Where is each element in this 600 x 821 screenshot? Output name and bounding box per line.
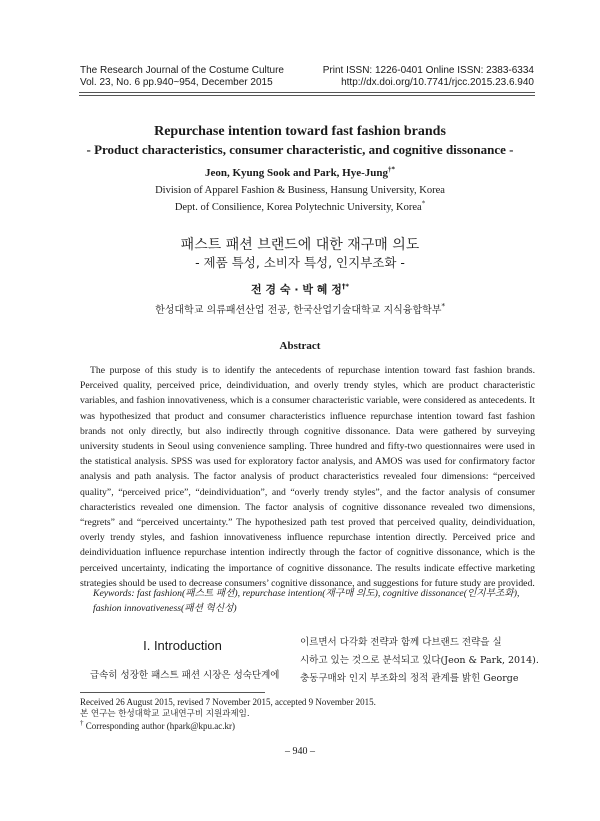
journal-name: The Research Journal of the Costume Culture [80, 65, 284, 76]
footnote-corresponding [80, 721, 235, 732]
footnote-funding: 본 연구는 한성대학교 교내연구비 지원과제임. [80, 709, 250, 719]
affiliation-english-2 [0, 199, 600, 213]
footnote-corresponding-mark: † [80, 719, 84, 727]
intro-right-line: 충동구매와 인지 부조화의 정적 관계를 밝힌 George [300, 673, 519, 684]
page-number: – 940 – [285, 746, 315, 757]
header-rule-top [79, 92, 535, 93]
authors-english-mark: †* [388, 165, 396, 174]
issn-header [323, 65, 534, 89]
authors-english [0, 167, 600, 179]
affiliation-korean [0, 301, 600, 316]
title-korean: 패스트 패션 브랜드에 대한 재구매 의도 [180, 237, 420, 253]
affiliation-korean-mark: * [441, 302, 445, 311]
footnote-corresponding-text: Corresponding author (hpark@kpu.ac.kr) [85, 721, 235, 731]
abstract-body: The purpose of this study is to identify the antecedents of repurchase intention toward fast fashion brands. Perceived quality, perceived price, deindividuation, and overly trendy styles, which are product characteristic variables, and fashion innovativeness, which is a consumer characteristic variable, were considered as antecedents. It was hypothesized that product and consumer characteristics influence repurchase intention toward fast fashion brands not only directly, but also indirectly through cognitive dissonance. Data were gathered by surveying university students in Seoul using convenience sampling. Three hundred and fifty-two questionnaires were used in the statistical analysis. SPSS was used for exploratory factor analysis, and AMOS was used for confirmatory factor analysis and path analysis. The factor analysis of product characteristics revealed four dimensions: “perceived quality”, “perceived price”, “deindividuation”, and “overly trendy styles”, and the factor analysis of consumer characteristics revealed one dimension. The factor analysis of cognitive dissonance revealed two dimensions, “regrets” and “perceived uncertainty.” The hypothesized path test proved that perceived quality, deindividuation, overly trendy styles, and fashion innovativeness influence repurchase intention directly. Perceived price and deindividuation influence repurchase intention indirectly through the factor of cognitive dissonance, which is the perceived uncertainty, indicating the importance of cognitive dissonance. The results indicate effective marketing strategies should be used to decrease consumers’ cognitive dissonance, and suggestions for future study are provided. [80, 365, 535, 589]
affiliation-english-2-text: Dept. of Consilience, Korea Polytechnic University, Korea [174, 202, 422, 213]
doi-link[interactable]: http://dx.doi.org/10.7741/rjcc.2015.23.6.940 [341, 77, 534, 88]
subtitle-english: - Product characteristics, consumer characteristic, and cognitive dissonance - [86, 142, 514, 157]
abstract-heading: Abstract [279, 340, 321, 352]
affiliation-english-1: Division of Apparel Fashion & Business, Hansung University, Korea [155, 185, 445, 196]
subtitle-korean: - 제품 특성, 소비자 특성, 인지부조화 - [195, 255, 405, 270]
journal-header [80, 65, 284, 89]
keywords [93, 586, 533, 616]
intro-right-line: 시하고 있는 것으로 분석되고 있다(Jeon & Park, 2014). [300, 655, 539, 666]
section-heading-introduction: I. Introduction [143, 638, 222, 653]
intro-right-line: 이르면서 다각화 전략과 함께 다브랜드 전략을 실 [300, 637, 502, 648]
keywords-list: fast fashion(패스트 패션), repurchase intention(재구매 의도), cognitive dissonance(인지부조화), fashion innovativeness(패션 혁신성) [93, 588, 520, 614]
authors-korean-mark: †* [341, 282, 350, 291]
footnote-received: Received 26 August 2015, revised 7 November 2015, accepted 9 November 2015. [80, 697, 376, 707]
authors-korean-names: 전 경 숙 · 박 혜 정 [250, 283, 342, 296]
intro-right-column [300, 634, 539, 688]
issn-text: Print ISSN: 1226-0401 Online ISSN: 2383-6334 [322, 65, 534, 76]
header-rule-bottom [79, 95, 535, 96]
keywords-label: Keywords: [93, 588, 135, 599]
title-english: Repurchase intention toward fast fashion brands [154, 124, 446, 139]
authors-english-names: Jeon, Kyung Sook and Park, Hye-Jung [204, 167, 389, 179]
footnote-rule [80, 692, 265, 693]
authors-korean [0, 281, 600, 297]
journal-volume: Vol. 23, No. 6 pp.940~954, December 2015 [80, 77, 273, 88]
affiliation-korean-text: 한성대학교 의류패션산업 전공, 한국산업기술대학교 지식융합학부 [155, 305, 442, 316]
affiliation-english-2-mark: * [421, 199, 426, 208]
intro-left-column: 급속히 성장한 패스트 패션 시장은 성숙단계에 [90, 670, 280, 681]
